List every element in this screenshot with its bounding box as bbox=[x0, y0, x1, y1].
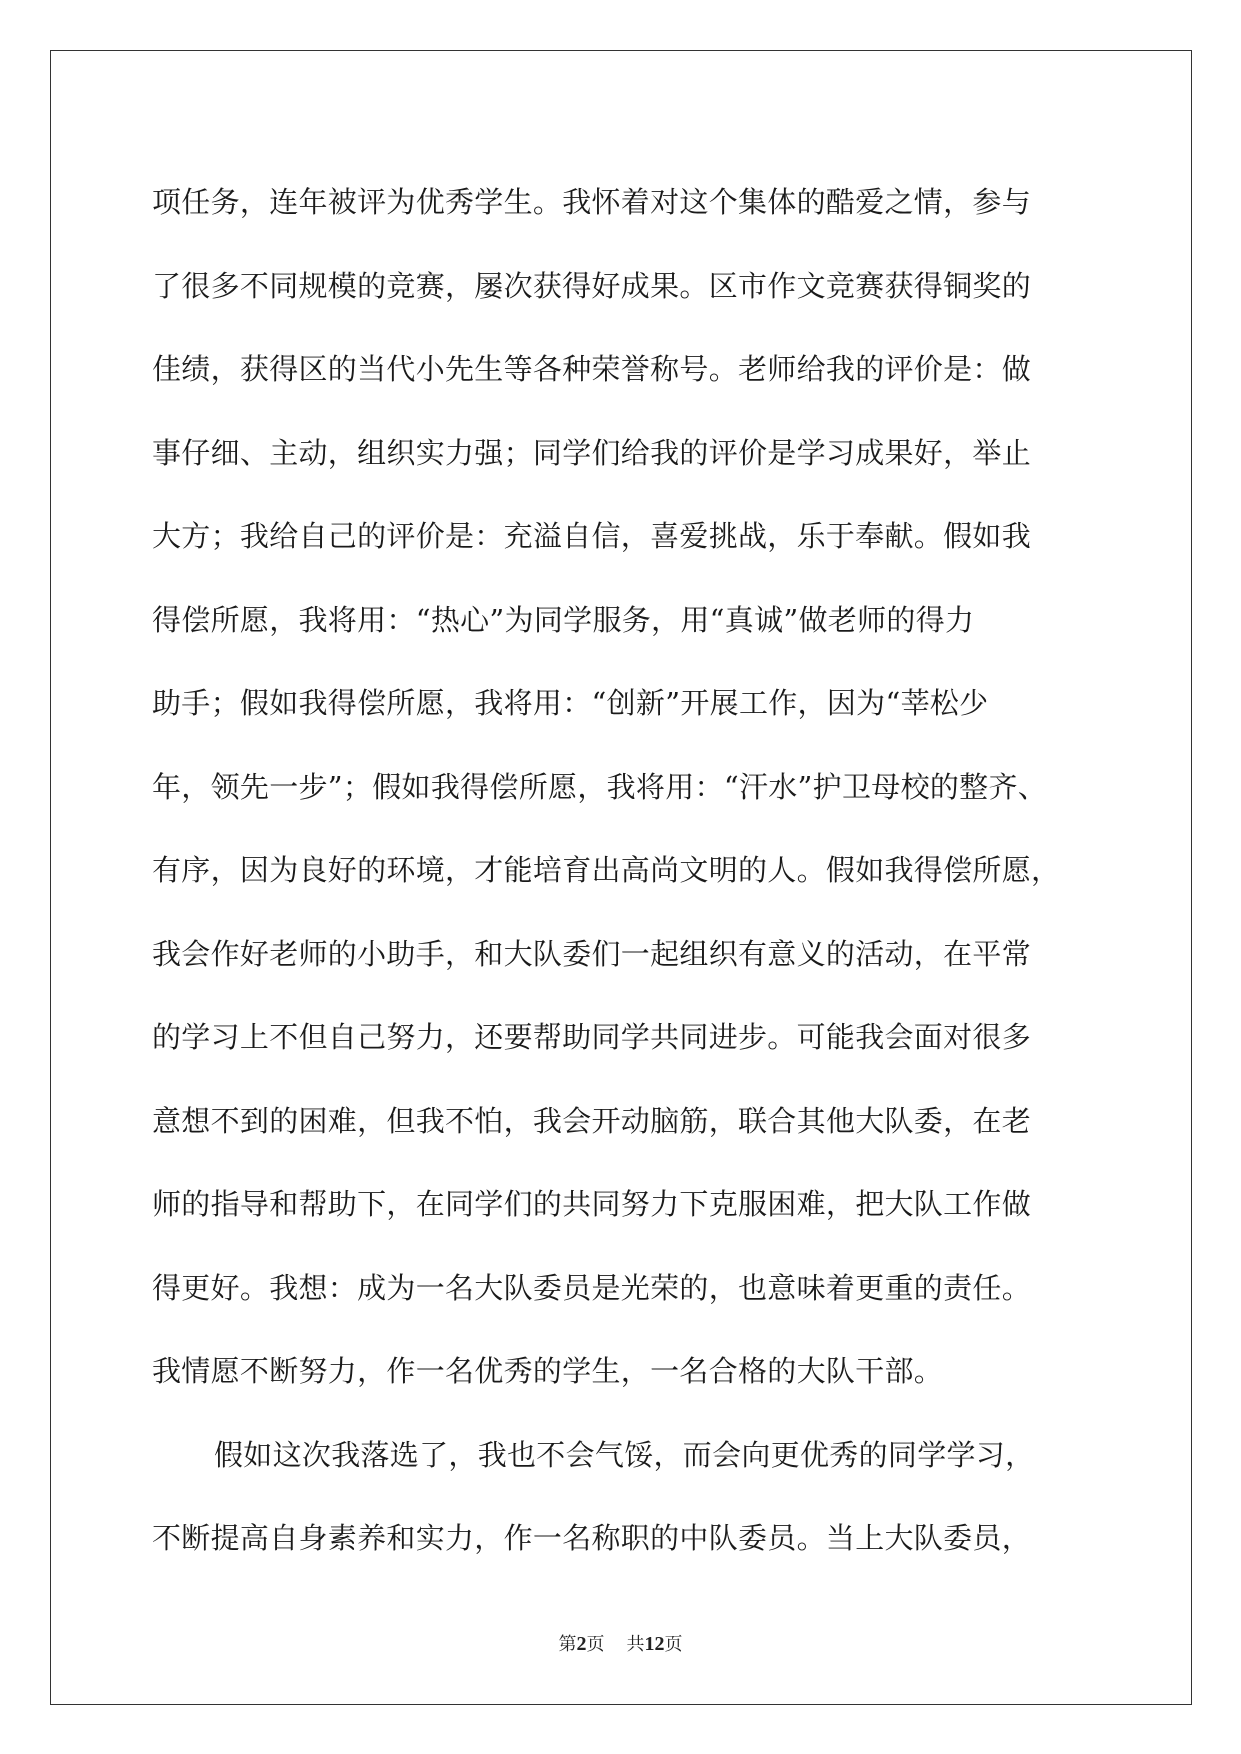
body-line: 不断提高自身素养和实力，作一名称职的中队委员。当上大队委员， bbox=[152, 1521, 1032, 1555]
total-prefix: 共 bbox=[626, 1634, 645, 1655]
body-line: 意想不到的困难，但我不怕，我会开动脑筋，联合其他大队委，在老 bbox=[152, 1103, 1032, 1138]
body-line: 了很多不同规模的竞赛，屡次获得好成果。区市作文竞赛获得铜奖的 bbox=[152, 268, 1032, 303]
body-line: 助手；假如我得偿所愿，我将用：“创新”开展工作，因为“莘松少 bbox=[152, 686, 989, 720]
body-line: 佳绩，获得区的当代小先生等各种荣誉称号。老师给我的评价是：做 bbox=[152, 352, 1032, 386]
body-line: 项任务，连年被评为优秀学生。我怀着对这个集体的酷爱之情，参与 bbox=[152, 185, 1032, 219]
body-line: 得偿所愿，我将用：“热心”为同学服务，用“真诚”做老师的得力 bbox=[152, 602, 975, 637]
body-line: 的学习上不但自己努力，还要帮助同学共同进步。可能我会面对很多 bbox=[152, 1020, 1032, 1054]
body-line: 年，领先一步”；假如我得偿所愿，我将用：“汗水”护卫母校的整齐、 bbox=[152, 769, 1048, 804]
page-suffix: 页 bbox=[586, 1634, 605, 1655]
body-line: 师的指导和帮助下，在同学们的共同努力下克服困难，把大队工作做 bbox=[152, 1187, 1032, 1221]
body-line: 得更好。我想：成为一名大队委员是光荣的，也意味着更重的责任。 bbox=[152, 1270, 1032, 1305]
document-body bbox=[152, 161, 1102, 1581]
total-suffix: 页 bbox=[664, 1634, 683, 1655]
body-line: 我情愿不断努力，作一名优秀的学生，一名合格的大队干部。 bbox=[152, 1354, 944, 1388]
paragraph-first-line: 假如这次我落选了，我也不会气馁，而会向更优秀的同学学习， bbox=[214, 1437, 1035, 1472]
page-prefix: 第 bbox=[558, 1634, 577, 1655]
body-line: 有序，因为良好的环境，才能培育出高尚文明的人。假如我得偿所愿， bbox=[152, 853, 1061, 887]
body-line: 大方；我给自己的评价是：充溢自信，喜爱挑战，乐于奉献。假如我 bbox=[152, 519, 1032, 553]
body-line: 我会作好老师的小助手，和大队委们一起组织有意义的活动，在平常 bbox=[152, 936, 1032, 971]
page-footer bbox=[0, 1630, 1241, 1656]
page-number: 2 bbox=[576, 1633, 587, 1655]
body-line: 事仔细、主动，组织实力强；同学们给我的评价是学习成果好，举止 bbox=[152, 435, 1032, 470]
total-pages: 12 bbox=[644, 1633, 665, 1655]
